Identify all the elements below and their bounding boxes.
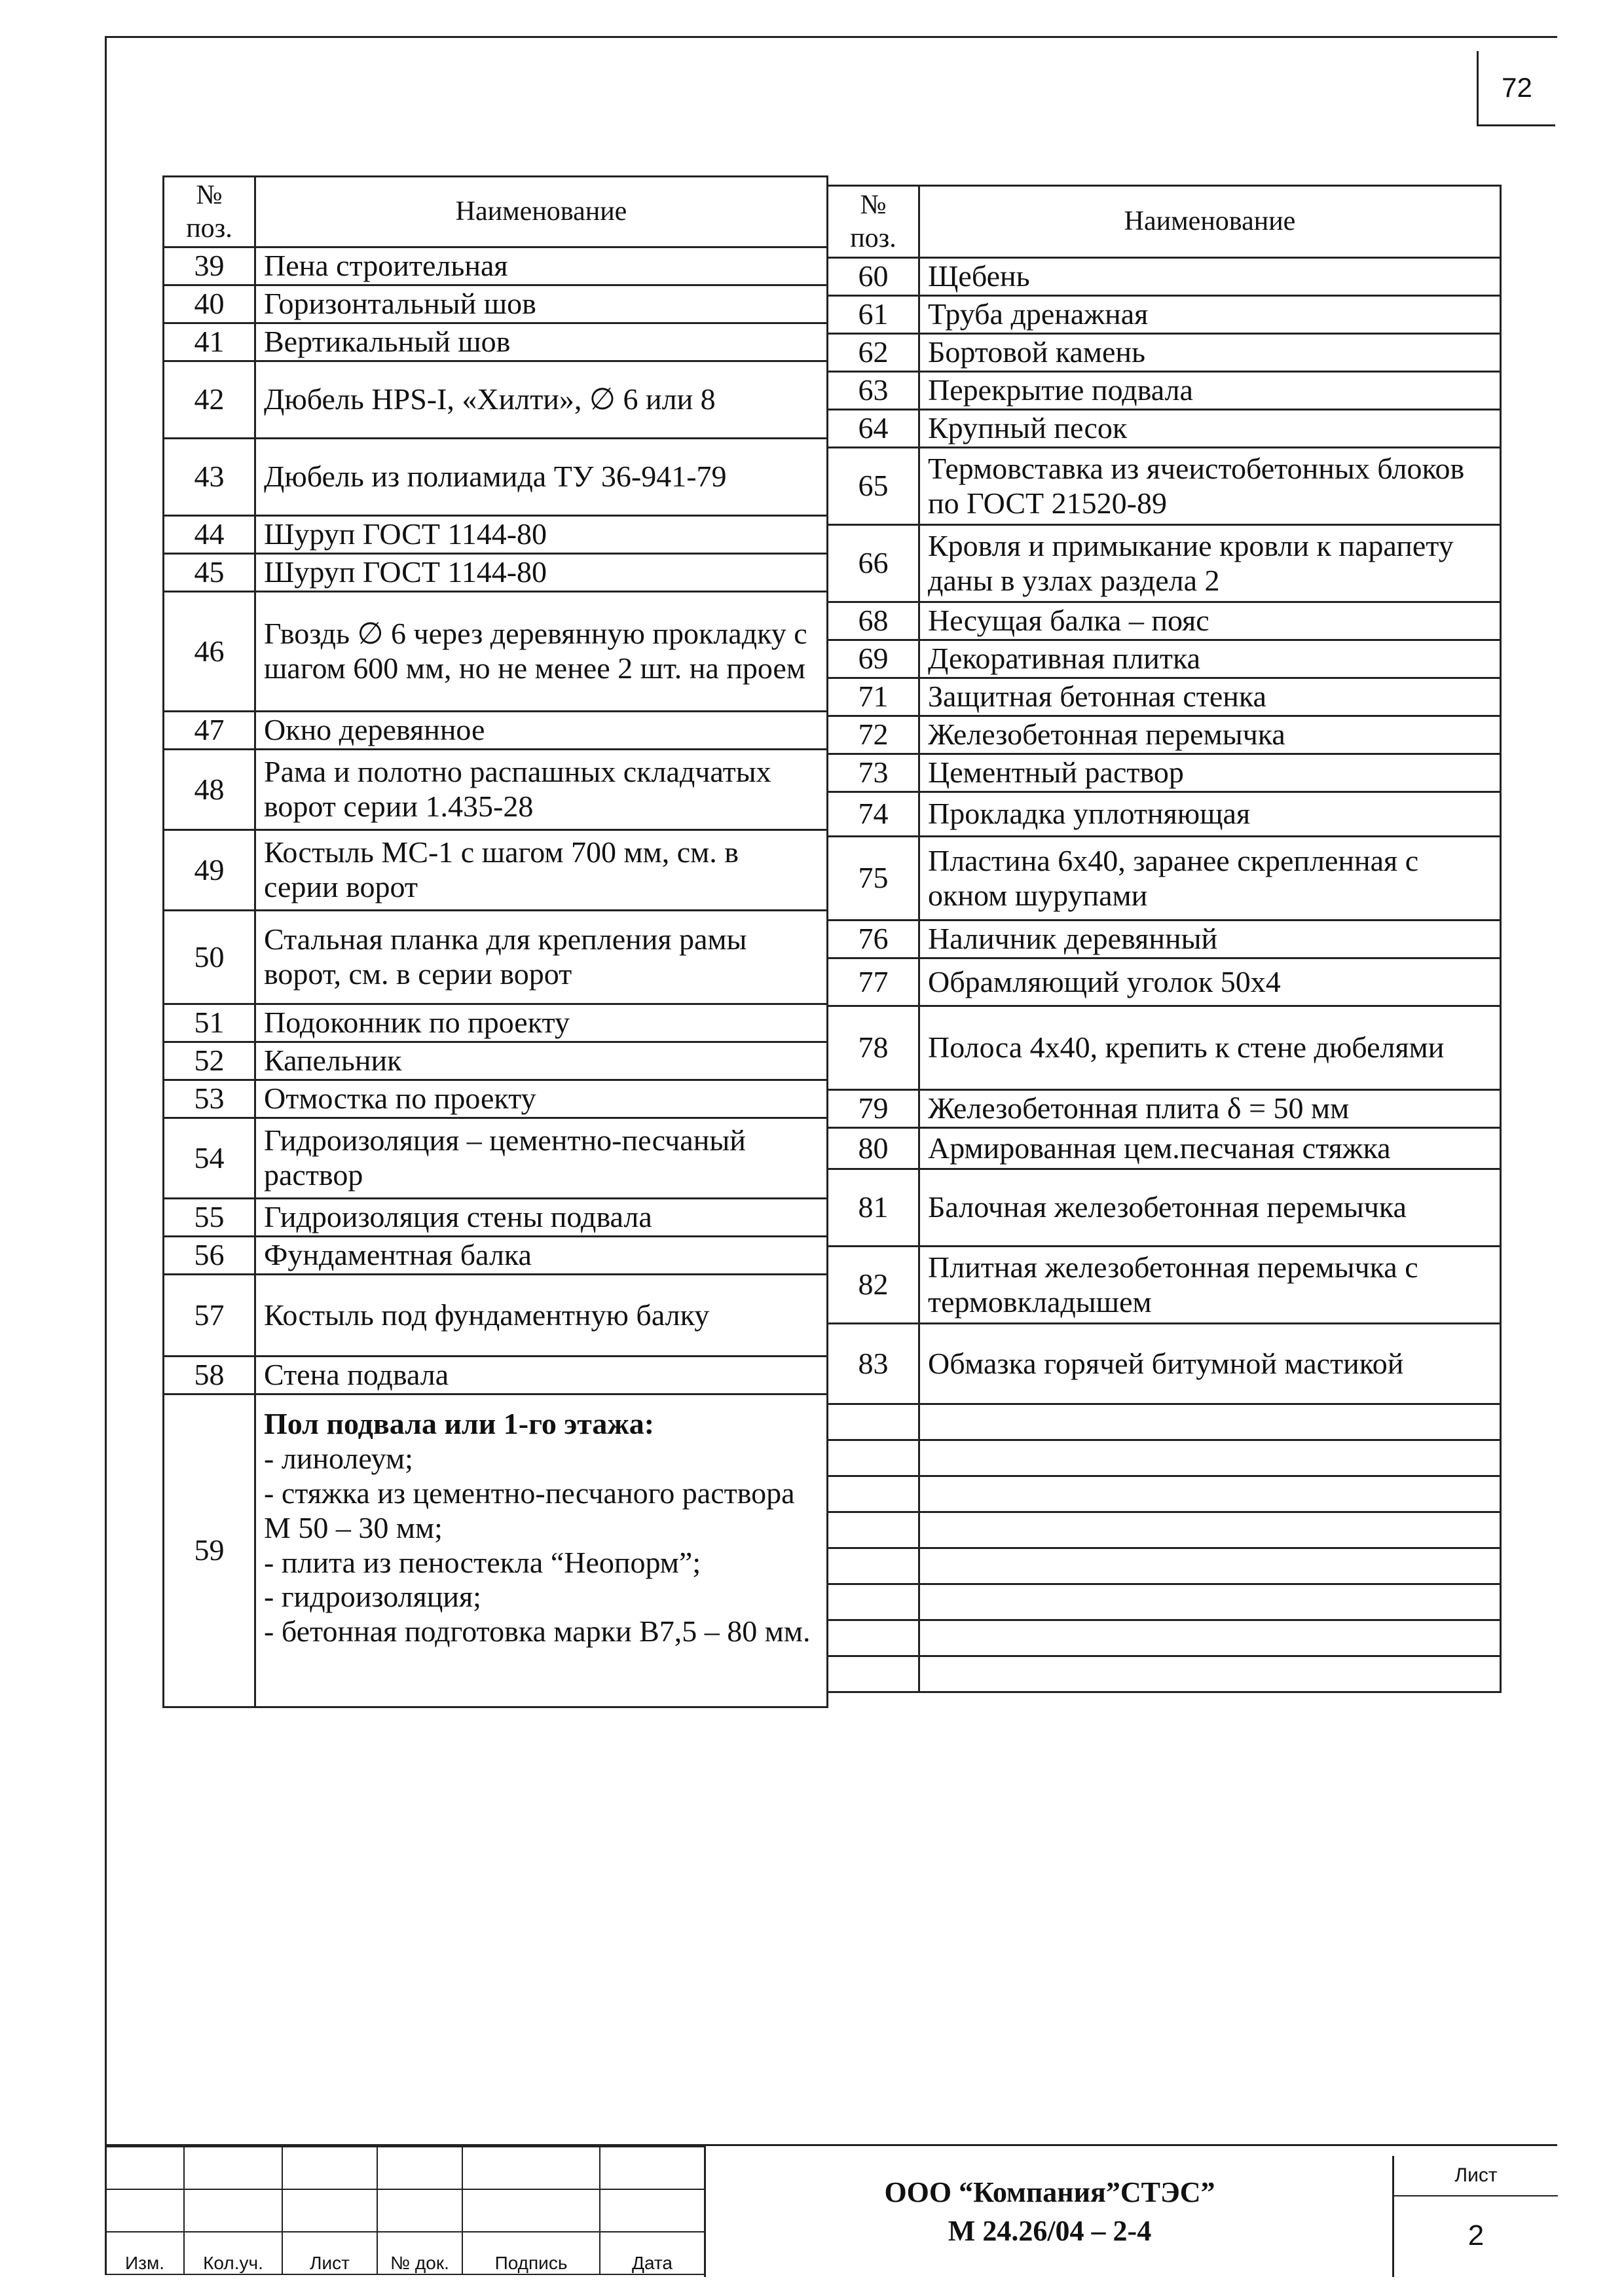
- table-row: [164, 1237, 828, 1275]
- row-num: 65: [828, 448, 919, 525]
- table-row: [828, 640, 1501, 678]
- row-num: 75: [828, 837, 919, 920]
- row-num: 71: [828, 678, 919, 716]
- row-num: 83: [828, 1324, 919, 1404]
- row-name: Капельник: [255, 1042, 828, 1080]
- stamp-designation: [704, 2146, 1393, 2277]
- title-block: [105, 2144, 1557, 2277]
- row-num: 52: [164, 1042, 255, 1080]
- row-num: 42: [164, 361, 255, 439]
- row-num: 57: [164, 1275, 255, 1357]
- row-num: 78: [828, 1006, 919, 1090]
- right-table-header: [828, 186, 1501, 258]
- table-row: [164, 554, 828, 592]
- table-row: [164, 247, 828, 285]
- revision-row: [105, 2189, 705, 2232]
- row-name: Декоративная плитка: [919, 640, 1501, 678]
- row-name: Отмостка по проекту: [255, 1080, 828, 1118]
- row-name: Полоса 4х40, крепить к стене дюбелями: [919, 1006, 1501, 1090]
- col-label-izm: Изм.: [105, 2232, 184, 2274]
- empty-cell: [919, 1440, 1501, 1476]
- row-name: Фундаментная балка: [255, 1237, 828, 1275]
- company-name: ООО “Компания”СТЭС”: [884, 2176, 1215, 2208]
- table-row: [828, 678, 1501, 716]
- table-row: [164, 323, 828, 361]
- empty-row: [828, 1656, 1501, 1692]
- empty-cell: [828, 1440, 919, 1476]
- table-row-floor: [164, 1394, 828, 1707]
- revision-header-row: [105, 2232, 705, 2274]
- row-name: Гидроизоляция стены подвала: [255, 1199, 828, 1237]
- row-name: Подоконник по проекту: [255, 1004, 828, 1042]
- empty-cell: [828, 1656, 919, 1692]
- col-label-date: Дата: [600, 2232, 705, 2274]
- table-row: [828, 372, 1501, 410]
- row-num: 81: [828, 1169, 919, 1247]
- row-name: Горизонтальный шов: [255, 285, 828, 323]
- row-num: 51: [164, 1004, 255, 1042]
- table-row: [164, 1275, 828, 1357]
- table-row: [828, 958, 1501, 1006]
- floor-layer: - линолеум;: [264, 1441, 413, 1475]
- empty-cell: [919, 1584, 1501, 1620]
- empty-cell: [919, 1512, 1501, 1548]
- row-name: Щебень: [919, 258, 1501, 296]
- table-row: [164, 439, 828, 516]
- row-num: 49: [164, 830, 255, 911]
- right-specification-table: [826, 185, 1502, 1693]
- table-row: [828, 1247, 1501, 1324]
- empty-cell: [828, 1404, 919, 1440]
- table-row: [828, 1090, 1501, 1128]
- table-row: [828, 1006, 1501, 1090]
- row-name: Железобетонная плита δ = 50 мм: [919, 1090, 1501, 1128]
- revision-grid: [105, 2146, 705, 2275]
- row-name: Труба дренажная: [919, 296, 1501, 334]
- empty-row: [828, 1476, 1501, 1512]
- document-code: М 24.26/04 – 2-4: [948, 2215, 1152, 2247]
- table-row: [164, 911, 828, 1004]
- table-row: [828, 837, 1501, 920]
- row-num: 53: [164, 1080, 255, 1118]
- table-row: [828, 1324, 1501, 1404]
- row-num: 48: [164, 750, 255, 830]
- left-table-header: [164, 177, 828, 247]
- row-num: 55: [164, 1199, 255, 1237]
- table-row: [164, 830, 828, 911]
- floor-title: Пол подвала или 1-го этажа:: [264, 1407, 655, 1440]
- table-row: [828, 334, 1501, 372]
- header-num-abbr: поз.: [850, 223, 896, 253]
- row-num: 64: [828, 410, 919, 448]
- row-num: 45: [164, 554, 255, 592]
- row-name: Перекрытие подвала: [919, 372, 1501, 410]
- row-name: Дюбель из полиамида ТУ 36-941-79: [255, 439, 828, 516]
- table-row: [828, 1169, 1501, 1247]
- floor-layer: - плита из пеностекла “Неопорм”;: [264, 1545, 701, 1579]
- row-name: Стальная планка для крепления рамы ворот, см. в серии ворот: [255, 911, 828, 1004]
- sheet-number: 2: [1467, 2219, 1485, 2251]
- row-name: Цементный раствор: [919, 754, 1501, 792]
- col-label-signature: Подпись: [462, 2232, 600, 2274]
- header-num-symbol: №: [860, 190, 887, 221]
- row-name: Гидроизоляция – цементно-песчаный раствор: [255, 1118, 828, 1199]
- row-name: Балочная железобетонная перемычка: [919, 1169, 1501, 1247]
- row-name: Рама и полотно распашных складчатых ворот серии 1.435-28: [255, 750, 828, 830]
- row-name: Термовставка из ячеистобетонных блоков по ГОСТ 21520-89: [919, 448, 1501, 525]
- floor-layer: - стяжка из цементно-песчаного раствора М 50 – 30 мм;: [264, 1476, 795, 1544]
- row-name: Крупный песок: [919, 410, 1501, 448]
- table-row: [164, 750, 828, 830]
- row-name: Плитная железобетонная перемычка с термовкладышем: [919, 1247, 1501, 1324]
- left-specification-table: [162, 175, 828, 1708]
- table-row: [828, 448, 1501, 525]
- row-num: 79: [828, 1090, 919, 1128]
- table-row: [164, 516, 828, 554]
- row-name: Защитная бетонная стенка: [919, 678, 1501, 716]
- row-num: 40: [164, 285, 255, 323]
- col-label-list: Лист: [282, 2232, 377, 2274]
- row-name: Обмазка горячей битумной мастикой: [919, 1324, 1501, 1404]
- row-name: Обрамляющий уголок 50х4: [919, 958, 1501, 1006]
- row-num: 72: [828, 716, 919, 754]
- empty-row: [828, 1620, 1501, 1656]
- page-number: 72: [1477, 51, 1555, 126]
- row-name: Прокладка уплотняющая: [919, 792, 1501, 837]
- row-num: 66: [828, 525, 919, 602]
- row-num: 43: [164, 439, 255, 516]
- table-row: [828, 296, 1501, 334]
- row-num: 76: [828, 920, 919, 958]
- row-name: Стена подвала: [255, 1357, 828, 1394]
- table-row: [164, 1080, 828, 1118]
- row-num: 68: [828, 602, 919, 640]
- floor-layer: - бетонная подготовка марки В7,5 – 80 мм.: [264, 1614, 811, 1649]
- left-header-name: Наименование: [255, 177, 828, 247]
- row-name: Вертикальный шов: [255, 323, 828, 361]
- row-num: 73: [828, 754, 919, 792]
- table-row: [164, 592, 828, 712]
- table-row: [828, 525, 1501, 602]
- empty-cell: [828, 1512, 919, 1548]
- row-name: Шуруп ГОСТ 1144-80: [255, 554, 828, 592]
- row-name: Костыль МС-1 с шагом 700 мм, см. в серии ворот: [255, 830, 828, 911]
- row-num: 80: [828, 1128, 919, 1169]
- floor-layer: - гидроизоляция;: [264, 1580, 481, 1614]
- row-name: Пена строительная: [255, 247, 828, 285]
- table-row: [828, 410, 1501, 448]
- row-num: 82: [828, 1247, 919, 1324]
- table-row: [164, 1042, 828, 1080]
- table-row: [164, 361, 828, 439]
- row-name: Окно деревянное: [255, 712, 828, 750]
- row-num: 62: [828, 334, 919, 372]
- table-row: [828, 716, 1501, 754]
- left-header-num: [164, 177, 255, 247]
- table-row: [164, 1004, 828, 1042]
- table-row: [828, 258, 1501, 296]
- empty-cell: [828, 1584, 919, 1620]
- row-num: 39: [164, 247, 255, 285]
- empty-row: [828, 1548, 1501, 1584]
- empty-row: [828, 1404, 1501, 1440]
- frame-left-border: [105, 36, 107, 2275]
- row-num: 54: [164, 1118, 255, 1199]
- empty-cell: [919, 1404, 1501, 1440]
- table-row: [164, 285, 828, 323]
- revision-row: [105, 2147, 705, 2189]
- table-row: [828, 920, 1501, 958]
- row-num: 59: [164, 1394, 255, 1707]
- table-row: [164, 1118, 828, 1199]
- table-row: [828, 602, 1501, 640]
- row-num: 58: [164, 1357, 255, 1394]
- row-num: 56: [164, 1237, 255, 1275]
- row-num: 44: [164, 516, 255, 554]
- table-row: [164, 712, 828, 750]
- sheet-cell: [1392, 2156, 1558, 2277]
- row-num: 41: [164, 323, 255, 361]
- empty-cell: [919, 1656, 1501, 1692]
- row-num: 77: [828, 958, 919, 1006]
- row-name: Гвоздь ∅ 6 через деревянную прокладку с шагом 600 мм, но не менее 2 шт. на проем: [255, 592, 828, 712]
- col-label-doc-num: № док.: [377, 2232, 462, 2274]
- table-row: [164, 1199, 828, 1237]
- empty-cell: [919, 1476, 1501, 1512]
- row-name: Шуруп ГОСТ 1144-80: [255, 516, 828, 554]
- row-num: 74: [828, 792, 919, 837]
- table-row: [828, 1128, 1501, 1169]
- row-name: Наличник деревянный: [919, 920, 1501, 958]
- sheet-label: Лист: [1394, 2156, 1558, 2196]
- row-num: 69: [828, 640, 919, 678]
- empty-cell: [919, 1548, 1501, 1584]
- row-num: 46: [164, 592, 255, 712]
- col-label-kol-uch: Кол.уч.: [184, 2232, 282, 2274]
- row-num: 50: [164, 911, 255, 1004]
- table-row: [828, 792, 1501, 837]
- row-num: 60: [828, 258, 919, 296]
- empty-cell: [919, 1620, 1501, 1656]
- row-num: 63: [828, 372, 919, 410]
- row-num: 61: [828, 296, 919, 334]
- row-name: Несущая балка – пояс: [919, 602, 1501, 640]
- table-row: [164, 1357, 828, 1394]
- empty-row: [828, 1440, 1501, 1476]
- row-name-floor: [255, 1394, 828, 1707]
- row-name: Дюбель HPS-I, «Хилти», ∅ 6 или 8: [255, 361, 828, 439]
- empty-row: [828, 1512, 1501, 1548]
- row-name: Пластина 6х40, заранее скрепленная с окном шурупами: [919, 837, 1501, 920]
- frame-top-border: [105, 36, 1557, 38]
- header-num-symbol: №: [196, 180, 223, 211]
- row-name: Железобетонная перемычка: [919, 716, 1501, 754]
- empty-cell: [828, 1548, 919, 1584]
- row-name: Костыль под фундаментную балку: [255, 1275, 828, 1357]
- header-num-abbr: поз.: [186, 213, 232, 244]
- row-name: Армированная цем.песчаная стяжка: [919, 1128, 1501, 1169]
- table-row: [828, 754, 1501, 792]
- row-name: Бортовой камень: [919, 334, 1501, 372]
- row-name: Кровля и примыкание кровли к парапету даны в узлах раздела 2: [919, 525, 1501, 602]
- right-header-name: Наименование: [919, 186, 1501, 258]
- right-header-num: [828, 186, 919, 258]
- empty-cell: [828, 1620, 919, 1656]
- row-num: 47: [164, 712, 255, 750]
- empty-cell: [828, 1476, 919, 1512]
- empty-row: [828, 1584, 1501, 1620]
